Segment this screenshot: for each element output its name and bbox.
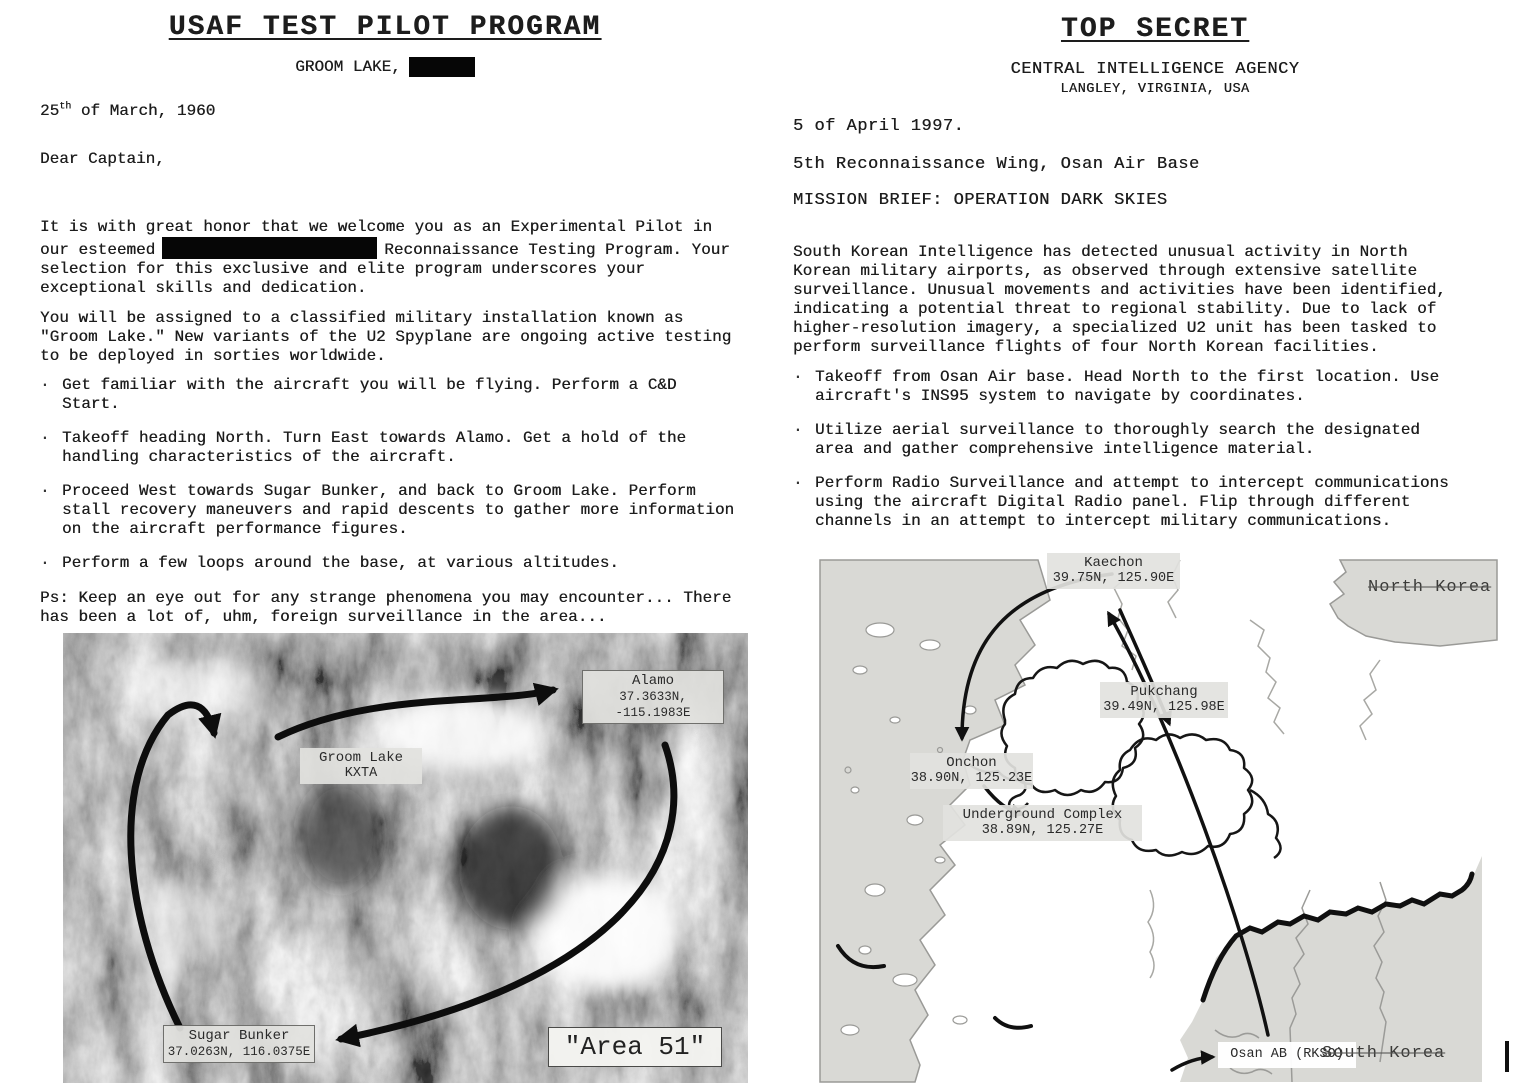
area51-satellite-map xyxy=(63,633,748,1083)
northeast-region xyxy=(1330,560,1497,646)
waypoint-label-groom-lake xyxy=(300,748,422,784)
letter-paragraph-1 xyxy=(40,218,740,298)
bullet-marker: · xyxy=(793,474,803,492)
agency-location: LANGLEY, VIRGINIA, USA xyxy=(1060,82,1250,97)
objective-text: Perform a few loops around the base, at various altitudes. xyxy=(62,554,619,572)
letter-paragraph-2: You will be assigned to a classified military installation known as "Groom Lake." New variants of the U2 Spyplane are ongoing active testing to be deployed in sorties worldwide. xyxy=(40,309,732,365)
brief-date: 5 of April 1997. xyxy=(793,117,965,136)
waypoint-coords: KXTA xyxy=(344,766,378,781)
bullet-marker: · xyxy=(793,368,803,386)
list-item xyxy=(40,376,742,414)
usaf-title: USAF TEST PILOT PROGRAM xyxy=(168,12,602,43)
waypoint-coords: 39.49N, 125.98E xyxy=(1103,700,1225,715)
waypoint-name: Onchon xyxy=(946,755,997,771)
waypoint-name: Alamo xyxy=(631,673,674,689)
cia-brief-page xyxy=(770,0,1540,1086)
bullet-marker: · xyxy=(793,421,803,439)
list-item xyxy=(793,474,1465,531)
date-rest: of March, 1960 xyxy=(71,102,216,120)
waypoint-coords: 38.90N, 125.23E xyxy=(910,771,1033,786)
ps-note: Ps: Keep an eye out for any strange phenomena you may encounter... There has been a lot of, uhm, foreign surveillance in the area... xyxy=(40,589,732,626)
objective-text: Get familiar with the aircraft you will be flying. Perform a C&D Start. xyxy=(62,376,677,413)
redaction-box-program xyxy=(162,237,377,259)
waypoint-coords: 37.0263N, 116.0375E xyxy=(167,1045,311,1059)
groom-lake-location-label: GROOM LAKE, xyxy=(295,57,401,76)
bullet-marker: · xyxy=(40,429,50,447)
list-item xyxy=(793,421,1465,459)
waypoint-name: Kaechon xyxy=(1084,555,1143,571)
letter-date xyxy=(40,102,215,121)
objective-text: Takeoff from Osan Air base. Head North to the first location. Use aircraft's INS95 system to navigate by coordinates. xyxy=(815,368,1440,405)
korea-map-drawing xyxy=(820,560,1497,1082)
brief-objectives-list xyxy=(793,368,1465,546)
list-item xyxy=(40,482,742,539)
korea-mission-map xyxy=(820,555,1497,1082)
waypoint-coords: 39.75N, 125.90E xyxy=(1052,571,1175,586)
list-item xyxy=(40,554,742,573)
waypoint-label-kaechon xyxy=(1047,553,1180,589)
waypoint-name: Underground Complex xyxy=(962,807,1123,823)
waypoint-name: Groom Lake xyxy=(318,750,403,766)
waypoint-label-alamo xyxy=(582,670,724,724)
waypoint-name: Pukchang xyxy=(1130,684,1198,700)
bullet-marker: · xyxy=(40,554,50,572)
paragraph-1-before-redaction: It is with great honor that we welcome you as an Experimental Pilot in our esteemed xyxy=(40,218,713,259)
date-day: 25 xyxy=(40,102,60,120)
unit-line: 5th Reconnaissance Wing, Osan Air Base xyxy=(793,155,1200,174)
list-item xyxy=(40,429,742,467)
waypoint-label-osan-ab: Osan AB (RKSO) xyxy=(1218,1042,1356,1068)
south-korea-label: South Korea xyxy=(1322,1044,1446,1063)
objective-text: Utilize aerial surveillance to thoroughly search the designated area and gather comprehensive intelligence material. xyxy=(815,421,1420,458)
bullet-marker: · xyxy=(40,376,50,394)
waypoint-label-underground-complex xyxy=(943,805,1142,841)
usaf-subtitle xyxy=(0,57,770,77)
list-item xyxy=(793,368,1465,406)
waypoint-label-onchon xyxy=(910,753,1033,789)
mission-brief-line: MISSION BRIEF: OPERATION DARK SKIES xyxy=(793,191,1168,210)
agency-name: CENTRAL INTELLIGENCE AGENCY xyxy=(1010,60,1300,79)
objective-text: Proceed West towards Sugar Bunker, and back to Groom Lake. Perform stall recovery maneuvers and rapid descents to gather more information on the aircraft performance figures. xyxy=(62,482,735,538)
waypoint-label-pukchang xyxy=(1100,682,1228,718)
usaf-letter-page xyxy=(0,0,770,1086)
paragraph-1-after-redaction: Reconnaissance Testing Program. Your selection for this exclusive and elite program underscores your exceptional skills and dedication. xyxy=(40,241,730,297)
top-secret-title: TOP SECRET xyxy=(1060,14,1250,45)
salutation: Dear Captain, xyxy=(40,150,165,168)
mission-objectives-list xyxy=(40,376,742,588)
redaction-box-location xyxy=(409,57,475,77)
waypoint-label-sugar-bunker xyxy=(163,1025,315,1063)
waypoint-coords: 38.89N, 125.27E xyxy=(981,823,1104,838)
date-ordinal: th xyxy=(59,101,72,113)
objective-text: Perform Radio Surveillance and attempt to intercept communications using the aircraft Digital Radio panel. Flip through different channels in an attempt to intercept military communications. xyxy=(815,474,1449,530)
text-cursor xyxy=(1505,1041,1509,1072)
area51-caption: "Area 51" xyxy=(548,1027,722,1067)
waypoint-name: Sugar Bunker xyxy=(188,1028,290,1044)
objective-text: Takeoff heading North. Turn East towards Alamo. Get a hold of the handling characteristics of the aircraft. xyxy=(62,429,687,466)
bullet-marker: · xyxy=(40,482,50,500)
waypoint-coords: 37.3633N, -115.1983E xyxy=(615,690,691,720)
brief-paragraph: South Korean Intelligence has detected unusual activity in North Korean military airports, as observed through extensive satellite surveillance. Unusual movements and activities have been identified, indicating a potential threat to regional stability. Due to lack of higher-resolution imagery, a specialized U2 unit has been tasked to perform surveillance flights of four North Korean facilities. xyxy=(793,243,1446,356)
north-korea-label: North Korea xyxy=(1368,578,1492,597)
